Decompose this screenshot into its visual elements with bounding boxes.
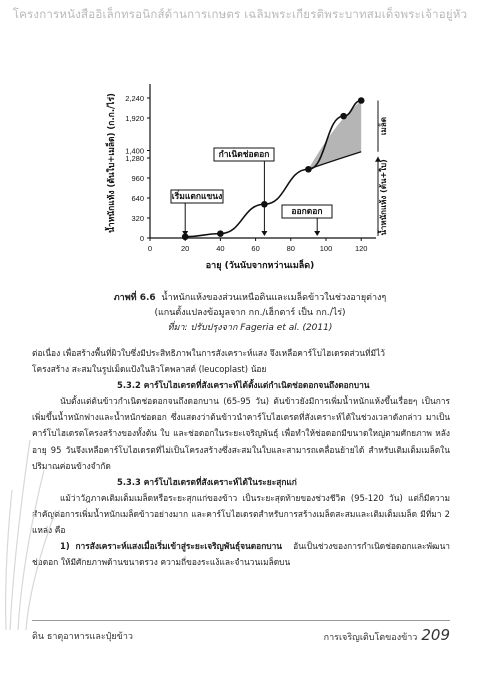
label-flowering: ออกดอก	[291, 207, 323, 217]
heading-5-3-2: 5.3.2 คาร์โบไฮเดรตที่สังเคราะห์ได้ตั้งแต่กำเนิดช่อดอกจนถึงดอกบาน	[117, 380, 370, 391]
growth-chart	[0, 0, 480, 290]
y-tick-label: 1,400	[125, 146, 144, 156]
caption-line1: น้ำหนักแห้งของส่วนเหนือดินและเมล็ดข้าวในช่วงอายุต่างๆ	[161, 293, 387, 303]
seed-label: เมล็ด	[379, 117, 388, 136]
y-tick-label: 320	[131, 214, 144, 223]
y-tick-label: 2,240	[125, 94, 144, 103]
caption-label: ภาพที่ 6.6	[113, 293, 156, 303]
paragraph-4: อันเป็นช่วงของการกำเนิดช่อดอกและพัฒนาช่อดอก ให้มีศักยภาพด้านขนาดรวง ความถี่ของระแง้และจำนวนเมล็ดบน	[32, 541, 451, 568]
x-axis-title: อายุ (วันนับจากหว่านเมล็ด)	[205, 261, 315, 271]
heading-5-3-3: 5.3.3 คาร์โบไฮเดรตที่สังเคราะห์ได้ในระยะสุกแก่	[117, 476, 297, 487]
data-point	[305, 166, 312, 173]
total-weight-curve	[185, 101, 361, 237]
x-tick-label: 40	[216, 244, 225, 253]
seed-weight-area	[308, 101, 361, 170]
paragraph-1a: ต่อเนื่อง เพื่อสร้างพื้นที่ผิวใบซึ่งมีประสิทธิภาพในการสังเคราะห์แสง จึงเหลือคาร์โบไฮเดรตส่วนที่มีไว้	[32, 348, 385, 358]
data-point	[358, 97, 365, 104]
caption-line3: ที่มา: ปรับปรุงจาก Fageria et al. (2011)	[167, 323, 333, 333]
paragraph-4-heading: 1) การสังเคราะห์แสงเมื่อเริ่มเข้าสู่ระยะเจริญพันธุ์จนดอกบาน	[60, 541, 283, 552]
y-axis-title: น้ำหนักแห้ง (ต้นใบ+เมล็ด) (ก.ก./ไร่)	[107, 93, 117, 233]
paragraph-2: นับตั้งแต่ต้นข้าวกำเนิดช่อดอกจนถึงดอกบาน (65-95 วัน) ต้นข้าวยังมีการเพิ่มน้ำหนักแห้งขึ้นเรื่อยๆ เป็นการเพิ่มขึ้นน้ำหนักฟางและน้ำหนักช่อดอก ซึ่งแสดงว่าต้นข้าวนำคาร์โบไฮเดรตที่สังเคราะห์ได้ในช่วงเวลาดังกล่าว มาเป็นคาร์โบไฮเดรตโครงสร้างของทั้งต้น ใบ และช่อดอกในระยะเจริญพันธุ์ เพื่อทำให้ช่อดอกมีขนาดใหญ่ตามศักยภาพ หลังอายุ 95 วันจึงเหลือคาร์โบไฮเดรตที่ไม่เป็นโครงสร้างซึ่งสะสมในใบและสามารถเคลื่อนย้ายได้ สำหรับเติมเต็มเมล็ดในปริมาณค่อนข้างจำกัด	[32, 396, 450, 471]
footer-rule	[32, 620, 450, 621]
arrow-panicle-initiation-head	[261, 231, 267, 236]
body-text	[32, 345, 450, 570]
x-tick-label: 120	[354, 244, 368, 253]
paragraph-1b: โครงสร้าง สะสมในรูปเม็ดแป้งในลิวโคพลาสต์ (leucoplast) น้อย	[32, 364, 267, 375]
x-tick-label: 20	[181, 244, 190, 253]
x-tick-label: 0	[147, 244, 153, 253]
footer-section-title: การเจริญเติบโตของข้าว	[323, 633, 418, 643]
figure-caption	[60, 291, 440, 336]
y-tick-label: 1,280	[125, 154, 144, 163]
label-panicle-initiation: กำเนิดช่อดอก	[218, 150, 270, 160]
x-tick-label: 60	[251, 244, 260, 253]
arrow-flowering-head	[314, 231, 320, 236]
footer-left: ดิน ธาตุอาหารและปุ๋ยข้าว	[32, 632, 133, 642]
y-tick-label: 640	[131, 194, 144, 203]
data-point	[217, 230, 224, 237]
page-number: 209	[421, 626, 450, 644]
x-tick-label: 80	[286, 244, 295, 253]
label-tillering: เริ่มแตกแขนง	[171, 192, 223, 202]
page-header: โครงการหนังสืออิเล็กทรอนิกส์ด้านการเกษตร เฉลิมพระเกียรติพระบาทสมเด็จพระเจ้าอยู่หัว	[12, 7, 468, 21]
y-tick-label: 0	[139, 234, 144, 243]
footer-right	[324, 626, 450, 644]
paragraph-3: แม้ว่าวัฎภาคเติมเต็มเมล็ดหรือระยะสุกแก่ของข้าว เป็นระยะสุดท้ายของช่วงชีวิต (95-120 วัน) แต่ก็มีความสำคัญต่อการเพิ่มน้ำหนักเมล็ดข้าวอย่างมาก และคาร์โบไฮเดรตสำหรับการสร้างเมล็ดสะสมและเติมเต็มเมล็ด มีที่มา 2 แหล่ง คือ	[32, 492, 450, 536]
caption-line2: (แกนตั้งแปลงข้อมูลจาก กก./เฮ็กตาร์ เป็น กก./ไร่)	[154, 308, 346, 318]
y-tick-label: 1,920	[125, 114, 144, 123]
y-tick-label: 960	[131, 174, 144, 183]
x-tick-label: 100	[319, 244, 333, 253]
data-point	[340, 113, 347, 120]
straw-label: น้ำหนักแห้ง (ต้น+ใบ)	[379, 159, 388, 236]
